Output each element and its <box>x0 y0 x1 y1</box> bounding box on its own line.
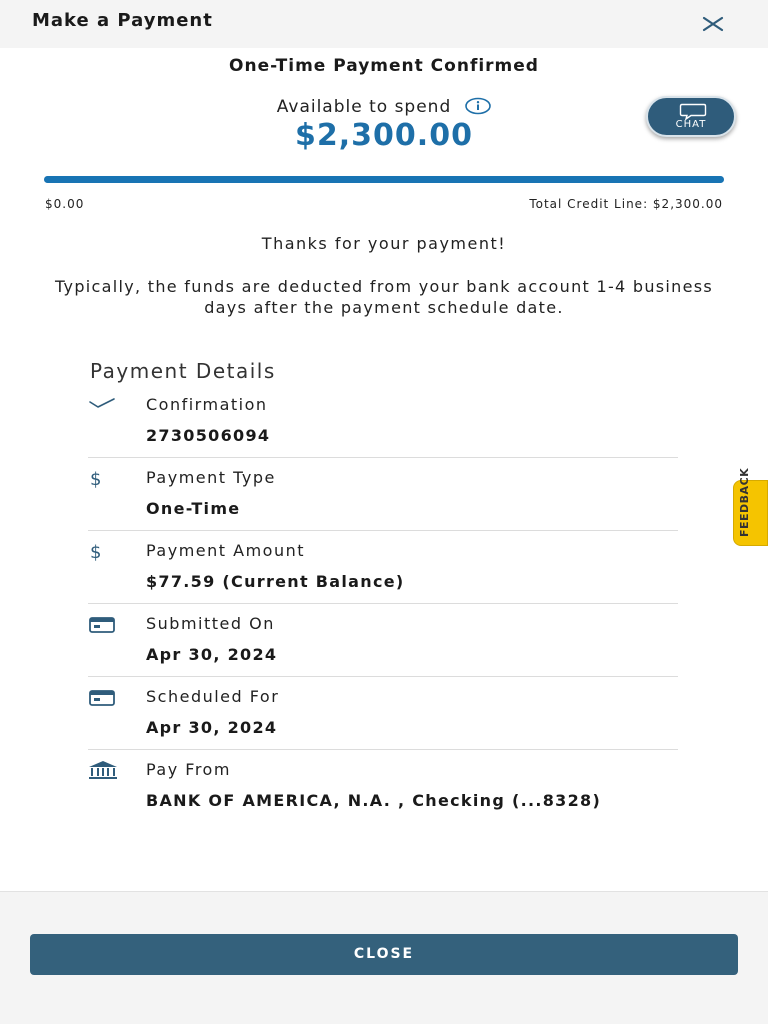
divider <box>88 457 678 458</box>
feedback-label: FEEDBACK <box>738 467 751 537</box>
detail-label: Payment Amount <box>146 541 306 560</box>
dollar-icon <box>88 541 118 561</box>
calendar-icon <box>88 687 118 707</box>
detail-payment-amount <box>0 541 768 614</box>
detail-pay-from <box>0 760 768 833</box>
credit-progress-fill <box>44 176 724 183</box>
checkmark-icon <box>88 395 118 415</box>
deduction-info-text: Typically, the funds are deducted from your bank account 1-4 business days after the payment schedule date. <box>54 277 714 317</box>
detail-confirmation <box>0 395 768 468</box>
payment-details-heading: Payment Details <box>90 359 276 383</box>
page-title: Make a Payment <box>32 10 213 31</box>
divider <box>88 603 678 604</box>
header-bar <box>0 0 768 48</box>
detail-label: Scheduled For <box>146 687 280 706</box>
confirmation-title: One-Time Payment Confirmed <box>229 56 539 76</box>
bank-icon <box>88 760 118 780</box>
svg-text:$: $ <box>90 542 102 561</box>
detail-value: Apr 30, 2024 <box>146 718 278 737</box>
svg-text:$: $ <box>90 469 102 488</box>
detail-label: Pay From <box>146 760 231 779</box>
dollar-icon <box>88 468 118 488</box>
credit-max-label: Total Credit Line: $2,300.00 <box>529 197 723 211</box>
calendar-icon <box>88 614 118 634</box>
chat-button[interactable] <box>646 96 736 137</box>
divider <box>88 676 678 677</box>
detail-submitted-on <box>0 614 768 687</box>
info-icon[interactable] <box>465 97 491 115</box>
detail-value: One-Time <box>146 499 241 518</box>
divider <box>88 530 678 531</box>
detail-label: Payment Type <box>146 468 276 487</box>
detail-value: Apr 30, 2024 <box>146 645 278 664</box>
detail-value: 2730506094 <box>146 426 271 445</box>
available-label: Available to spend <box>276 97 452 117</box>
close-x-icon[interactable] <box>700 12 726 36</box>
thanks-message: Thanks for your payment! <box>261 234 507 253</box>
detail-scheduled-for <box>0 687 768 760</box>
available-amount: $2,300.00 <box>295 118 473 153</box>
feedback-tab[interactable] <box>733 467 768 546</box>
detail-value: $77.59 (Current Balance) <box>146 572 405 591</box>
detail-label: Submitted On <box>146 614 275 633</box>
credit-progress-bar <box>44 176 724 183</box>
credit-min-label: $0.00 <box>45 197 85 211</box>
detail-value: BANK OF AMERICA, N.A. , Checking (...8328) <box>146 791 602 810</box>
chat-label: CHAT <box>675 119 707 130</box>
detail-payment-type <box>0 468 768 541</box>
close-button[interactable]: CLOSE <box>30 934 738 975</box>
detail-label: Confirmation <box>146 395 268 414</box>
chat-bubble-icon <box>679 103 707 120</box>
divider <box>88 749 678 750</box>
